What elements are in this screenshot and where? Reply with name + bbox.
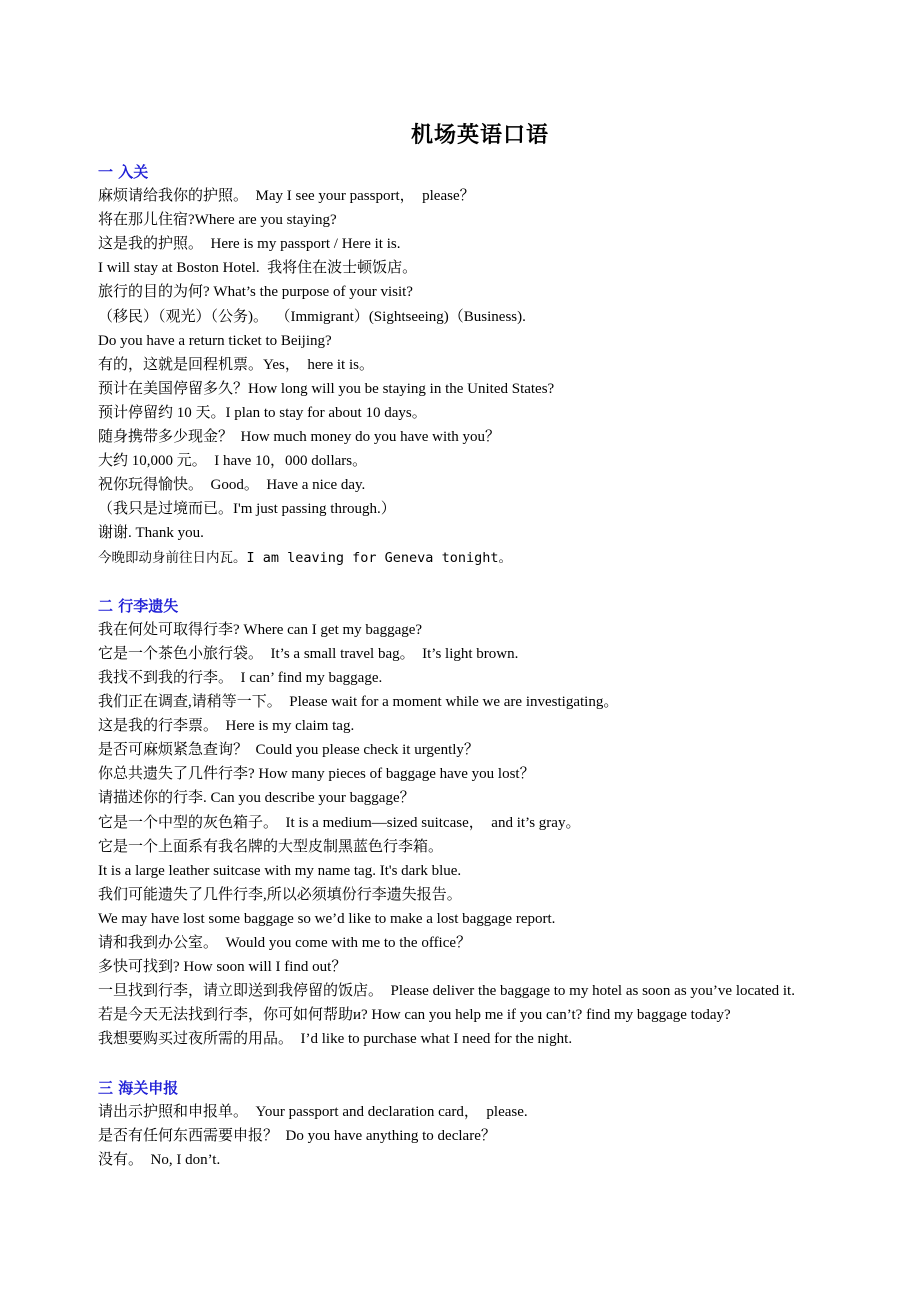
dialogue-line: 我们可能遗失了几件行李,所以必须填份行李遗失报告。	[98, 886, 462, 903]
dialogue-line: 它是一个茶色小旅行袋。 It’s a small travel bag。 It’s light brown.	[98, 645, 519, 662]
dialogue-line: Do you have a return ticket to Beijing?	[98, 332, 332, 349]
dialogue-line: 谢谢. Thank you.	[98, 525, 204, 542]
dialogue-line: 有的，这就是回程机票。Yes， here it is。	[98, 356, 374, 373]
section-heading-customs-entry: 一 入关	[98, 163, 149, 181]
dialogue-line: 旅行的目的为何? What’s the purpose of your visit?	[98, 284, 413, 301]
dialogue-line: 大约 10,000 元。 I have 10，000 dollars。	[98, 453, 368, 470]
document-body	[98, 160, 908, 1172]
document-title: 机场英语口语	[410, 123, 549, 148]
section-spacer	[98, 1051, 908, 1075]
dialogue-line: It is a large leather suitcase with my name tag. It's dark blue.	[98, 862, 462, 879]
dialogue-line: 是否可麻烦紧急查询？ Could you please check it urgently？	[98, 742, 479, 759]
dialogue-line: 它是一个中型的灰色箱子。 It is a medium—sized suitcase， and it’s gray。	[98, 814, 581, 831]
dialogue-line: 你总共遗失了几件行李? How many pieces of baggage have you lost？	[98, 766, 535, 783]
dialogue-line: 将在那儿住宿?Where are you staying?	[98, 212, 337, 229]
dialogue-line: 我想要购买过夜所需的用品。 I’d like to purchase what I need for the night.	[98, 1031, 573, 1048]
dialogue-line: 它是一个上面系有我名牌的大型皮制黑蓝色行李箱。	[98, 838, 444, 855]
dialogue-line: 今晚即动身前往日内瓦。I am leaving for Geneva tonight。	[98, 549, 512, 566]
dialogue-line: We may have lost some baggage so we’d like to make a lost baggage report.	[98, 910, 556, 927]
dialogue-line: 随身携带多少现金？ How much money do you have with you？	[98, 429, 501, 446]
dialogue-line: 我在何处可取得行李? Where can I get my baggage?	[98, 621, 423, 638]
dialogue-line: I will stay at Boston Hotel. 我将住在波士顿饭店。	[98, 260, 418, 277]
dialogue-line: 麻烦请给我你的护照。 May I see your passport， please？	[98, 188, 475, 205]
dialogue-line: 这是我的行李票。 Here is my claim tag.	[98, 718, 355, 735]
dialogue-line: 是否有任何东西需要申报？ Do you have anything to declare？	[98, 1127, 496, 1144]
dialogue-line: 请和我到办公室。 Would you come with me to the office？	[98, 935, 472, 951]
section-heading-customs-declaration: 三 海关申报	[98, 1078, 179, 1097]
dialogue-line: （移民）（观光）（公务)。 （Immigrant）(Sightseeing)（Business).	[98, 308, 526, 325]
dialogue-line: 请描述你的行李. Can you describe your baggage？	[98, 790, 415, 807]
dialogue-line: 请出示护照和申报单。 Your passport and declaration card， please.	[98, 1103, 528, 1120]
dialogue-line: （我只是过境而已。I'm just passing through.）	[98, 501, 396, 518]
dialogue-line: 一旦找到行李，请立即送到我停留的饭店。 Please deliver the baggage to my hotel as soon as you’ve located it.	[98, 983, 795, 1000]
dialogue-line: 若是今天无法找到行李，你可如何帮助и? How can you help me if you can’t? find my baggage today?	[98, 1007, 731, 1024]
dialogue-line: 这是我的护照。 Here is my passport / Here it is.	[98, 236, 401, 253]
dialogue-line: 我找不到我的行李。 I can’ find my baggage.	[98, 669, 383, 686]
dialogue-line: 预计在美国停留多久？How long will you be staying in the United States?	[98, 380, 555, 397]
section-spacer	[98, 570, 908, 594]
dialogue-line: 多快可找到? How soon will I find out？	[98, 959, 347, 976]
dialogue-line: 没有。 No, I don’t.	[98, 1151, 221, 1168]
dialogue-line: 祝你玩得愉快。 Good。 Have a nice day.	[98, 477, 366, 494]
dialogue-line: 预计停留约 10 天。I plan to stay for about 10 days。	[98, 404, 427, 421]
section-heading-lost-baggage: 二 行李遗失	[98, 596, 179, 615]
dialogue-line: 我们正在调查,请稍等一下。 Please wait for a moment while we are investigating。	[98, 694, 619, 711]
